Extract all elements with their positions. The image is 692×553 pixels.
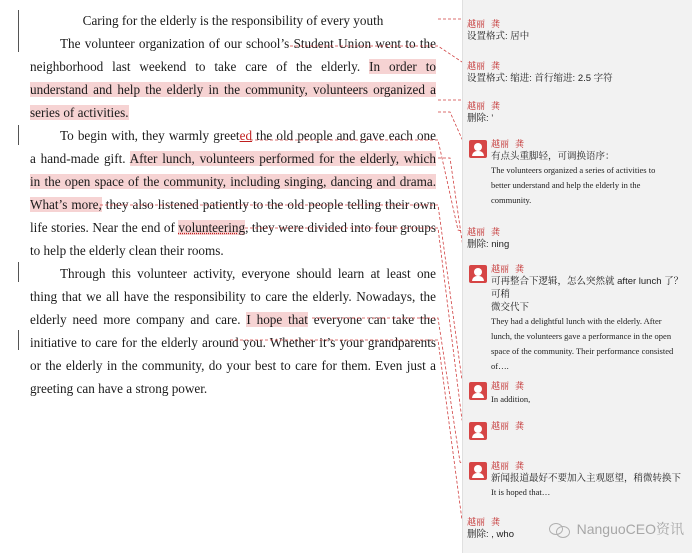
change-bar	[18, 125, 19, 145]
highlighted-text: volunteering	[178, 220, 246, 235]
comment-text: 删除: , who	[467, 529, 514, 540]
comment-text: 设置格式: 居中	[467, 31, 530, 42]
change-bar	[18, 330, 19, 350]
watermark-text: NanguoCEO资讯	[576, 521, 684, 537]
comment-card[interactable]	[467, 420, 689, 444]
document-title[interactable]: Caring for the elderly is the responsibility of every youth	[82, 13, 384, 28]
avatar	[469, 140, 487, 158]
comment-text: 设置格式: 缩进: 首行缩进: 2.5 字符	[467, 73, 613, 84]
comment-text: 删除: ’	[467, 113, 494, 124]
paragraph-3-line[interactable]: elderly need more company and care. I hope that everyone can take the	[30, 312, 436, 327]
comment-text: 删除: ning	[467, 239, 510, 250]
comment-suggestion: space of the community. Their performance consisted	[491, 346, 674, 356]
comment-card[interactable]	[467, 263, 689, 373]
avatar	[469, 422, 487, 440]
comment-author: 越丽 龚	[491, 381, 525, 391]
highlighted-text: in the open space of the community, including singing, dancing and drama.	[30, 174, 436, 189]
highlighted-text: understand and help the elderly in the community, volunteers organized a	[30, 82, 436, 97]
comment-card[interactable]	[467, 18, 689, 43]
avatar	[469, 265, 487, 283]
paragraph-3-line[interactable]: thing that we all have the responsibility to care the elderly. Nowadays, the	[30, 289, 436, 304]
paragraph-3-line[interactable]: greeting can have a strong power.	[30, 381, 208, 396]
comment-text: 微交代下	[491, 302, 530, 313]
comment-card[interactable]	[467, 100, 689, 125]
comment-text: 可再整合下逻辑，怎么突然就 after lunch 了？可稍	[491, 276, 684, 300]
change-bar	[18, 10, 19, 52]
comment-author: 越丽 龚	[491, 139, 525, 149]
comment-author: 越丽 龚	[491, 421, 525, 431]
paragraph-2-line[interactable]: a hand-made gift. After lunch, volunteers performed for the elderly, which	[30, 151, 436, 166]
comment-card[interactable]	[467, 460, 689, 502]
paragraph-3-line[interactable]: or the elderly in the community, do your best to care for them. Even just a	[30, 358, 436, 373]
comment-author: 越丽 龚	[467, 101, 501, 111]
highlighted-text: I hope that	[246, 312, 308, 327]
paragraph-1-line[interactable]	[30, 78, 436, 101]
comment-author: 越丽 龚	[491, 461, 525, 471]
comment-suggestion: lunch, the volunteers gave a performance in the open	[491, 331, 672, 341]
paragraph-1-line[interactable]: neighborhood last weekend to take care of the elderly. In order to	[30, 59, 436, 74]
change-bar	[18, 262, 19, 282]
comment-card[interactable]	[467, 226, 689, 251]
highlighted-text: series of activities.	[30, 105, 129, 120]
watermark	[549, 519, 684, 539]
comment-suggestion: They had a delightful lunch with the elderly. After	[491, 316, 662, 326]
comment-author: 越丽 龚	[491, 264, 525, 274]
paragraph-2-line[interactable]: What’s more, they also listened patiently to the old people telling their own	[30, 197, 436, 212]
highlighted-text: What’s more,	[30, 197, 102, 212]
comment-author: 越丽 龚	[467, 61, 501, 71]
paragraph-2-line[interactable]	[30, 170, 436, 193]
comment-suggestion: of….	[491, 361, 509, 371]
paragraph-2-line[interactable]: To begin with, they warmly greeted the old people and gave each one	[60, 128, 436, 143]
paragraph-3-line[interactable]: initiative to care for the elderly around you. Whether it’s your grandparents	[30, 335, 436, 350]
inserted-text: ed	[239, 128, 253, 143]
comment-suggestion: better understand and help the elderly in the	[491, 180, 641, 190]
paragraph-1-line[interactable]	[30, 101, 436, 124]
paragraph-2-line[interactable]: life stories. Near the end of volunteering, they were divided into four groups	[30, 220, 436, 235]
comment-card[interactable]	[467, 60, 689, 85]
comment-suggestion: The volunteers organized a series of activities to	[491, 165, 656, 175]
comment-suggestion: community.	[491, 195, 532, 205]
highlighted-text: In order to	[369, 59, 436, 74]
comment-card[interactable]	[467, 138, 689, 218]
highlighted-text: After lunch, volunteers performed for the elderly, which	[129, 151, 436, 166]
paragraph-2-line[interactable]: to help the elderly clean their rooms.	[30, 243, 224, 258]
comment-suggestion: In addition,	[491, 394, 531, 404]
paragraph-3-line[interactable]: Through this volunteer activity, everyone should learn at least one	[60, 266, 436, 281]
comment-author: 越丽 龚	[467, 517, 501, 527]
wechat-icon	[549, 521, 571, 537]
comment-text: 有点头重脚轻，可调换语序：	[491, 151, 615, 162]
paragraph-1-line[interactable]: The volunteer organization of our school’s Student Union went to the	[60, 36, 436, 51]
avatar	[469, 462, 487, 480]
comment-text: 新闻报道最好不要加入主观愿望，稍微转换下	[491, 473, 682, 484]
comment-author: 越丽 龚	[467, 227, 501, 237]
comment-panel	[462, 0, 692, 553]
comment-author: 越丽 龚	[467, 19, 501, 29]
comment-suggestion: It is hoped that…	[491, 487, 551, 497]
avatar	[469, 382, 487, 400]
comment-card[interactable]	[467, 380, 689, 410]
